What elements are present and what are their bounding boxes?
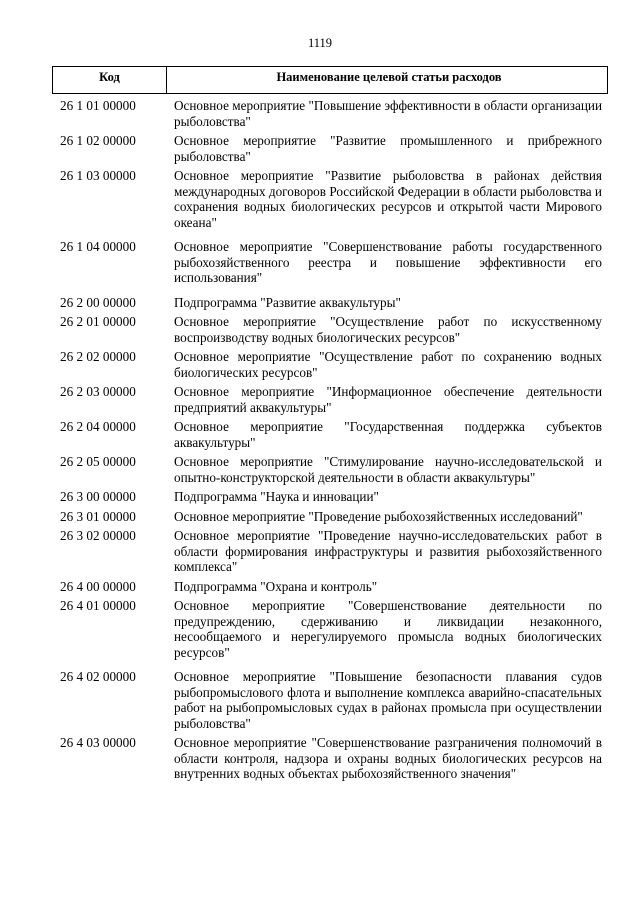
table-row bbox=[52, 419, 608, 450]
row-name: Основное мероприятие "Информационное обеспечение деятельности предприятий аквакультуры" bbox=[174, 384, 602, 415]
row-code: 26 1 01 00000 bbox=[60, 98, 136, 113]
row-code: 26 2 01 00000 bbox=[60, 314, 136, 329]
row-code: 26 1 04 00000 bbox=[60, 239, 136, 254]
page-number: 1119 bbox=[307, 36, 333, 50]
table-row bbox=[52, 314, 608, 345]
row-code: 26 2 00 00000 bbox=[60, 294, 136, 310]
row-code: 26 2 04 00000 bbox=[60, 419, 136, 434]
row-code: 26 3 01 00000 bbox=[60, 508, 136, 524]
row-name: Подпрограмма "Охрана и контроль" bbox=[174, 578, 378, 594]
target-articles-table bbox=[52, 66, 608, 786]
table-body bbox=[52, 94, 608, 782]
row-code: 26 2 03 00000 bbox=[60, 384, 136, 399]
row-code: 26 4 02 00000 bbox=[60, 669, 136, 684]
table-row bbox=[52, 669, 608, 731]
table-row bbox=[52, 598, 608, 660]
row-name: Основное мероприятие "Проведение рыбохозяйственных исследований" bbox=[174, 508, 583, 524]
row-code: 26 1 03 00000 bbox=[60, 168, 136, 183]
row-name: Основное мероприятие "Повышение безопасности плавания судов рыбопромыслового флота и выполнение комплекса аварийно-спасательных работ на рыбопромысловых судах в районах промысла при осуществлении рыболовства" bbox=[174, 669, 602, 731]
table-row bbox=[52, 528, 608, 575]
row-name: Основное мероприятие "Проведение научно-исследовательских работ в области формирования инфраструктуры и развития рыбохозяйственного комплекса" bbox=[174, 528, 602, 574]
table-row bbox=[52, 168, 608, 230]
row-code: 26 2 05 00000 bbox=[60, 454, 136, 469]
table-header bbox=[52, 66, 608, 94]
row-name: Подпрограмма "Развитие аквакультуры" bbox=[174, 294, 401, 310]
row-code: 26 4 01 00000 bbox=[60, 598, 136, 613]
table-row bbox=[52, 489, 608, 505]
row-name: Основное мероприятие "Повышение эффективности в области организации рыболовства" bbox=[174, 98, 602, 129]
row-name: Основное мероприятие "Стимулирование научно-исследовательской и опытно-конструкторской деятельности в области аквакультуры" bbox=[174, 454, 602, 485]
table-row bbox=[52, 133, 608, 164]
table-row bbox=[52, 98, 608, 129]
row-name: Основное мероприятие "Развитие промышленного и прибрежного рыболовства" bbox=[174, 133, 602, 164]
table-row bbox=[52, 579, 608, 595]
row-name: Основное мероприятие "Развитие рыболовства в районах действия международных договоров Российской Федерации в области рыболовства и сохранения водных биологических ресурсов и открытой части Мирового океана" bbox=[174, 168, 602, 230]
table-row bbox=[52, 295, 608, 311]
header-code: Код bbox=[53, 67, 167, 93]
row-name: Основное мероприятие "Осуществление работ по искусственному воспроизводству водных биологических ресурсов" bbox=[174, 314, 602, 345]
row-name: Основное мероприятие "Государственная поддержка субъектов аквакультуры" bbox=[174, 419, 602, 450]
table-row bbox=[52, 384, 608, 415]
table-row bbox=[52, 735, 608, 782]
table-row bbox=[52, 239, 608, 286]
row-name: Основное мероприятие "Совершенствование разграничения полномочий в области контроля, надзора и охраны водных биологических ресурсов на внутренних водных объектах рыбохозяйственного значения" bbox=[174, 735, 602, 781]
row-code: 26 4 00 00000 bbox=[60, 578, 136, 594]
row-name: Основное мероприятие "Осуществление работ по сохранению водных биологических ресурсов" bbox=[174, 349, 602, 380]
row-code: 26 3 02 00000 bbox=[60, 528, 136, 543]
row-name: Основное мероприятие "Совершенствование деятельности по предупреждению, сдерживанию и ликвидации незаконного, несообщаемого и нерегулируемого промысла водных биологических ресурсов" bbox=[174, 598, 602, 660]
row-name: Подпрограмма "Наука и инновации" bbox=[174, 489, 379, 504]
row-name: Основное мероприятие "Совершенствование работы государственного рыбохозяйственного реестра и повышение эффективности его использования" bbox=[174, 239, 602, 285]
row-code: 26 1 02 00000 bbox=[60, 133, 136, 148]
table-row bbox=[52, 509, 608, 525]
row-code: 26 4 03 00000 bbox=[60, 735, 136, 750]
row-code: 26 2 02 00000 bbox=[60, 349, 136, 364]
header-name: Наименование целевой статьи расходов bbox=[276, 70, 502, 84]
row-code: 26 3 00 00000 bbox=[60, 489, 136, 504]
table-row bbox=[52, 454, 608, 485]
table-row bbox=[52, 349, 608, 380]
